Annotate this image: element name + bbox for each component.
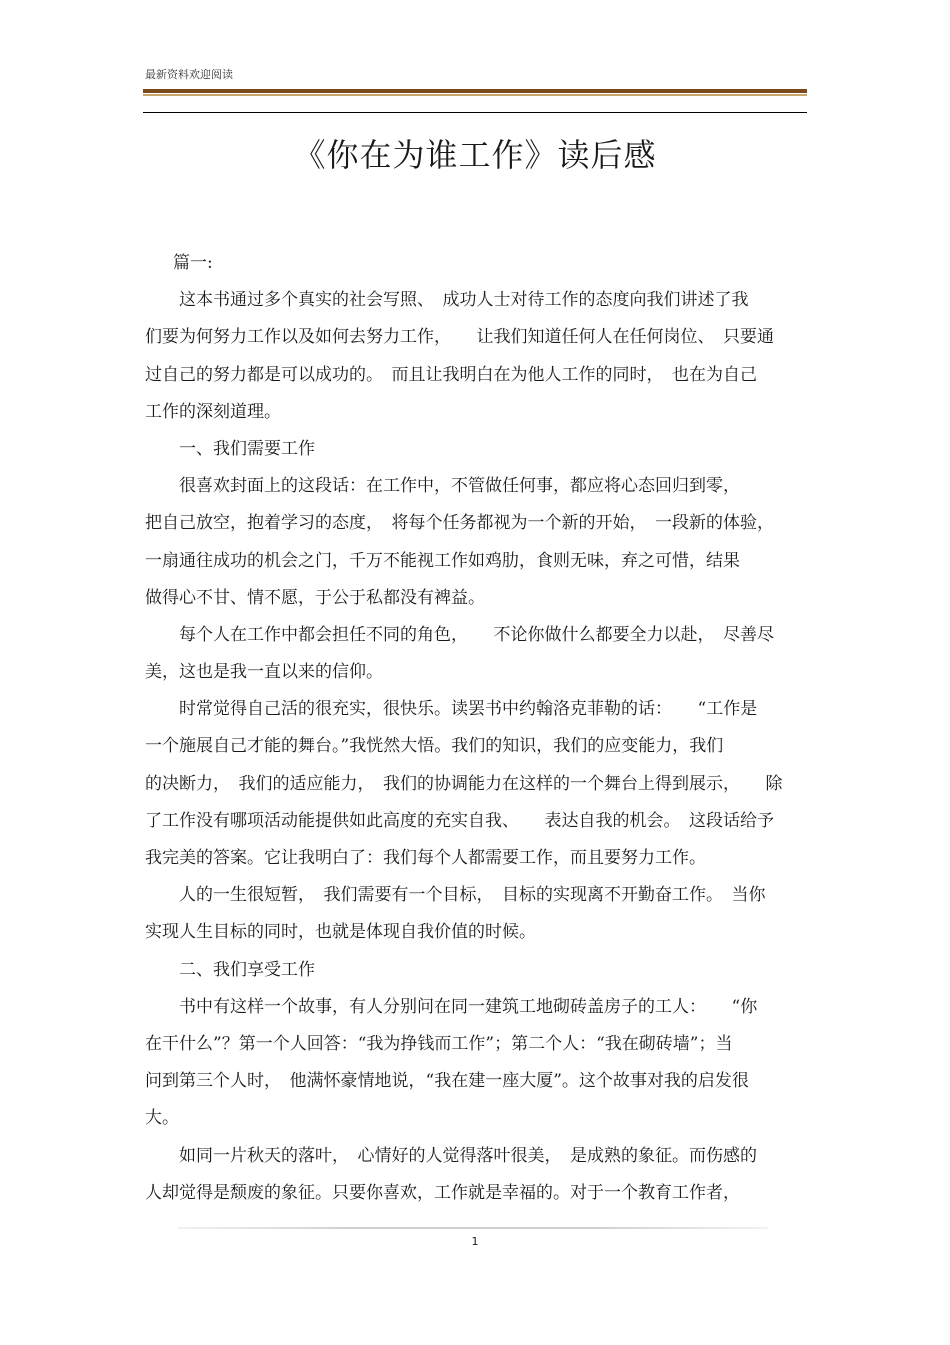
paragraph-line: 美，这也是我一直以来的信仰。 [145,662,383,683]
paragraph-line: 每个人在工作中都会担任不同的角色， 不论你做什么都要全力以赴， 尽善尽 [179,624,774,645]
paragraph-line: 大。 [145,1108,179,1129]
paragraph-line: 如同一片秋天的落叶， 心情好的人觉得落叶很美， 是成熟的象征。而伤感的 [179,1145,757,1166]
document-title: 《你在为谁工作》读后感 [293,136,657,174]
paragraph-line: 做得心不甘、情不愿，于公于私都没有裨益。 [145,587,485,608]
paragraph-line: 人的一生很短暂， 我们需要有一个目标， 目标的实现离不开勤奋工作。 当你 [179,885,766,906]
paragraph-line: 过自己的努力都是可以成功的。 而且让我明白在为他人工作的同时， 也在为自己 [145,364,757,385]
paragraph-line: 这本书通过多个真实的社会写照、 成功人士对待工作的态度向我们讲述了我 [179,290,749,311]
paragraph-line: 在干什么”？第一个人回答：“我为挣钱而工作”；第二个人：“我在砌砖墙”；当 [145,1033,733,1054]
paragraph-line: 了工作没有哪项活动能提供如此高度的充实自我、 表达自我的机会。 这段话给予 [145,810,774,831]
paragraph-line: 实现人生目标的同时，也就是体现自我价值的时候。 [145,922,536,943]
paragraph-line: 一扇通往成功的机会之门，千万不能视工作如鸡肋，食则无味，弃之可惜，结果 [145,550,740,571]
paragraph-line: 书中有这样一个故事，有人分别问在同一建筑工地砌砖盖房子的工人： “你 [179,996,758,1017]
header-bar [143,89,807,93]
header-bar-accent [143,94,807,96]
paragraph-line: 的决断力， 我们的适应能力， 我们的协调能力在这样的一个舞台上得到展示， 除 [145,773,783,794]
section-heading: 一、我们需要工作 [179,438,315,459]
paragraph-line: 把自己放空，抱着学习的态度， 将每个任务都视为一个新的开始， 一段新的体验， [145,513,774,534]
section-label: 篇一: [173,253,213,273]
paragraph-line: 问到第三个人时， 他满怀豪情地说，“我在建一座大厦”。这个故事对我的启发很 [145,1071,749,1092]
header-rule [143,112,807,113]
header-text: 最新资料欢迎阅读 [145,68,233,81]
paragraph-line: 们要为何努力工作以及如何去努力工作， 让我们知道任何人在任何岗位、 只要通 [145,327,774,348]
paragraph-line: 时常觉得自己活的很充实，很快乐。读罢书中约翰洛克菲勒的话： “工作是 [179,699,758,720]
footer-rule [178,1227,768,1229]
paragraph-line: 我完美的答案。它让我明白了：我们每个人都需要工作，而且要努力工作。 [145,848,706,868]
page-number: 1 [471,1235,479,1248]
paragraph-line: 工作的深刻道理。 [145,401,281,422]
section-heading: 二、我们享受工作 [179,959,315,980]
document-body [145,245,805,1212]
paragraph-line: 人却觉得是颓废的象征。只要你喜欢，工作就是幸福的。对于一个教育工作者， [145,1182,740,1203]
paragraph-line: 一个施展自己才能的舞台。”我恍然大悟。我们的知识，我们的应变能力，我们 [145,736,724,757]
paragraph-line: 很喜欢封面上的这段话：在工作中，不管做任何事，都应将心态回归到零， [179,476,740,497]
